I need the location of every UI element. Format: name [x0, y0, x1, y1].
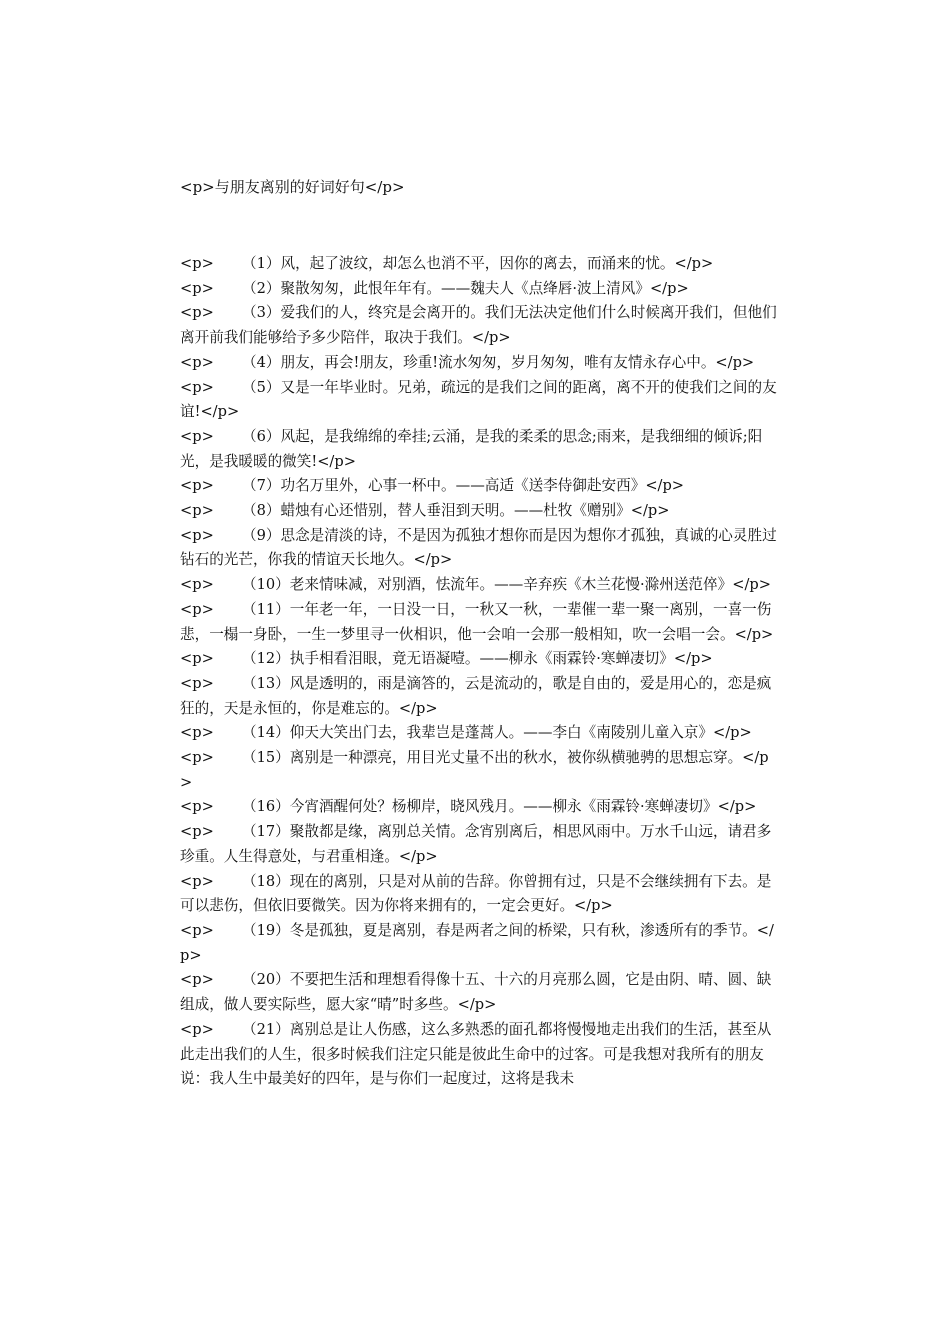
paragraph — [180, 919, 780, 968]
paragraph-text: （4）朋友，再会!朋友，珍重!流水匆匆，岁月匆匆，唯有友情永存心中。</p> — [242, 353, 755, 371]
paragraph-open-tag: <p> — [180, 674, 214, 692]
document-title: <p>与朋友离别的好词好句</p> — [180, 178, 405, 196]
paragraph-open-tag: <p> — [180, 427, 214, 445]
paragraph — [180, 968, 780, 1017]
paragraph — [180, 351, 780, 376]
paragraph-text: （19）冬是孤独，夏是离别，春是两者之间的桥梁，只有秋，渗透所有的季节。</p> — [180, 921, 774, 964]
paragraph-text: （21）离别总是让人伤感，这么多熟悉的面孔都将慢慢地走出我们的生活，甚至从此走出我们的人生，很多时候我们注定只能是彼此生命中的过客。可是我想对我所有的朋友说：我人生中最美好的四年，是与你们一起度过，这将是我未 — [180, 1020, 772, 1088]
paragraph-open-tag: <p> — [180, 526, 214, 544]
paragraph — [180, 647, 780, 672]
paragraph — [180, 746, 780, 795]
paragraph — [180, 721, 780, 746]
paragraph-text: （12）执手相看泪眼，竟无语凝噎。——柳永《雨霖铃·寒蝉凄切》</p> — [242, 650, 713, 668]
paragraph-open-tag: <p> — [180, 255, 214, 272]
paragraph-open-tag: <p> — [180, 279, 214, 297]
paragraph — [180, 598, 780, 647]
paragraph-open-tag: <p> — [180, 600, 214, 618]
paragraph — [180, 499, 780, 524]
paragraph-open-tag: <p> — [180, 872, 214, 890]
paragraph-open-tag: <p> — [180, 378, 214, 396]
paragraph-text: （18）现在的离别，只是对从前的告辞。你曾拥有过，只是不会继续拥有下去。是可以悲伤，但依旧要微笑。因为你将来拥有的，一定会更好。</p> — [180, 872, 772, 915]
paragraph-open-tag: <p> — [180, 502, 214, 520]
paragraph-open-tag: <p> — [180, 477, 214, 495]
paragraph-text: （2）聚散匆匆，此恨年年有。——魏夫人《点绛唇·波上清风》</p> — [242, 279, 689, 297]
paragraph — [180, 524, 780, 573]
paragraph — [180, 474, 780, 499]
paragraph — [180, 820, 780, 869]
paragraph-open-tag: <p> — [180, 650, 214, 668]
paragraph-text: （7）功名万里外，心事一杯中。——高适《送李侍御赴安西》</p> — [242, 477, 685, 495]
paragraph — [180, 277, 780, 302]
paragraph-text: （20）不要把生活和理想看得像十五、十六的月亮那么圆，它是由阴、晴、圆、缺组成，做人要实际些，愿大家“晴”时多些。</p> — [180, 971, 772, 1014]
paragraph-text: （9）思念是清淡的诗，不是因为孤独才想你而是因为想你才孤独，真诚的心灵胜过钻石的光芒，你我的情谊天长地久。</p> — [180, 526, 777, 569]
paragraph-text: （10）老来情味减，对别酒，怯流年。——辛弃疾《木兰花慢·滁州送范倅》</p> — [242, 576, 771, 594]
paragraph-text: （5）又是一年毕业时。兄弟，疏远的是我们之间的距离，离不开的使我们之间的友谊!</p> — [180, 378, 777, 421]
paragraph — [180, 301, 780, 350]
document-body — [180, 252, 780, 1092]
paragraph-open-tag: <p> — [180, 353, 214, 371]
paragraph — [180, 573, 780, 598]
paragraph-text: （16）今宵酒醒何处？杨柳岸，晓风残月。——柳永《雨霖铃·寒蝉凄切》</p> — [242, 798, 757, 816]
paragraph-open-tag: <p> — [180, 304, 214, 322]
paragraph — [180, 672, 780, 721]
paragraph-open-tag: <p> — [180, 921, 214, 939]
paragraph-text: （15）离别是一种漂亮，用目光丈量不出的秋水，被你纵横驰骋的思想忘穿。</p> — [180, 749, 769, 791]
paragraph — [180, 425, 780, 474]
paragraph-open-tag: <p> — [180, 1020, 214, 1038]
paragraph-text: （1）风，起了波纹，却怎么也消不平，因你的离去，而涌来的忧。</p> — [242, 255, 714, 272]
paragraph-open-tag: <p> — [180, 749, 214, 767]
paragraph — [180, 376, 780, 425]
paragraph — [180, 870, 780, 919]
paragraph-text: （14）仰天大笑出门去，我辈岂是蓬蒿人。——李白《南陵别儿童入京》</p> — [242, 724, 752, 742]
paragraph-text: （17）聚散都是缘，离别总关情。念宵别离后，相思风雨中。万水千山远，请君多珍重。人生得意处，与君重相逢。</p> — [180, 823, 772, 865]
paragraph — [180, 795, 780, 820]
paragraph-open-tag: <p> — [180, 971, 214, 989]
paragraph-text: （6）风起，是我绵绵的牵挂;云涌，是我的柔柔的思念;雨来，是我细细的倾诉;阳光，是我暖暖的微笑!</p> — [180, 427, 763, 470]
paragraph-text: （8）蜡烛有心还惜别，替人垂泪到天明。——杜牧《赠别》</p> — [242, 502, 670, 520]
paragraph-open-tag: <p> — [180, 823, 214, 841]
paragraph — [180, 1018, 780, 1092]
paragraph-text: （11）一年老一年，一日没一日，一秋又一秋，一辈催一辈一聚一离别，一喜一伤悲，一榻一身卧，一生一梦里寻一伙相识，他一会咱一会那一般相知，吹一会唱一会。</p> — [180, 600, 774, 643]
paragraph — [180, 252, 780, 277]
paragraph-text: （3）爱我们的人，终究是会离开的。我们无法决定他们什么时候离开我们，但他们离开前我们能够给予多少陪伴，取决于我们。</p> — [180, 304, 777, 347]
paragraph-text: （13）风是透明的，雨是滴答的，云是流动的，歌是自由的，爱是用心的，恋是疯狂的，天是永恒的，你是难忘的。</p> — [180, 674, 772, 717]
paragraph-open-tag: <p> — [180, 724, 214, 742]
paragraph-open-tag: <p> — [180, 798, 214, 816]
paragraph-open-tag: <p> — [180, 576, 214, 594]
